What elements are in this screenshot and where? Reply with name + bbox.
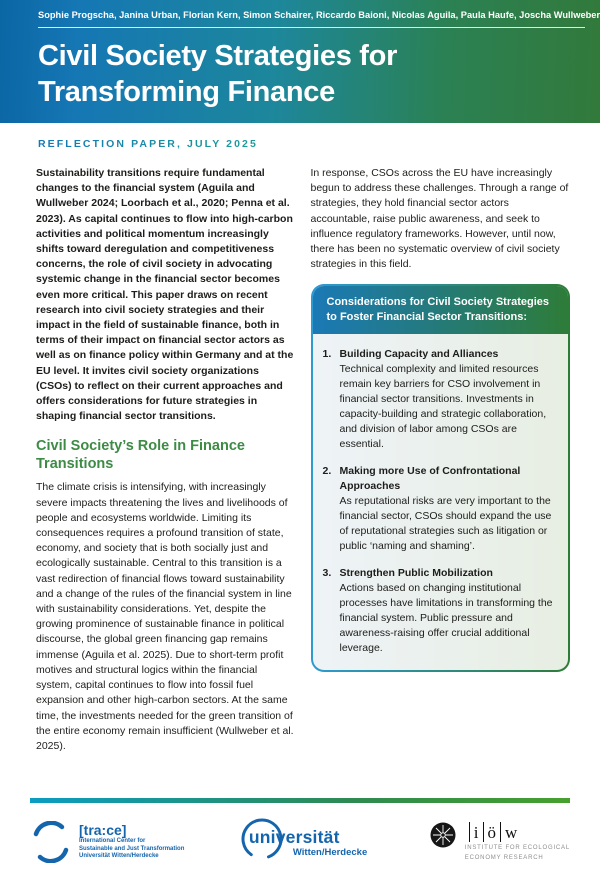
title-line-2: Transforming Finance [38, 76, 335, 108]
ioew-text-block [465, 822, 570, 862]
item-body: Technical complexity and limited resources remain key barriers for CSO involvement in financial sector transitions. Investments in capacity-building and strategic collaboration, and division of labor among CSOs are essential. [339, 363, 547, 451]
consideration-item-1 [323, 347, 557, 452]
consideration-item-2 [323, 464, 557, 554]
footer [0, 798, 600, 880]
item-heading: Building Capacity and Alliances [339, 348, 499, 361]
title-line-1: Civil Society Strategies for [38, 40, 398, 72]
ioew-bar [500, 822, 501, 842]
ioew-subline-1: INSTITUTE FOR ECOLOGICAL [464, 845, 570, 851]
left-column [36, 166, 296, 754]
ioew-bar [483, 822, 484, 842]
right-column [311, 166, 571, 754]
ioew-letter-w: w [505, 823, 518, 842]
trace-text-block [79, 823, 184, 861]
item-text [340, 464, 557, 554]
ioew-letter-i: i [473, 823, 479, 842]
university-witten-herdecke-logo [247, 827, 367, 858]
trace-subline-3: Universität Witten/Herdecke [79, 853, 159, 860]
considerations-box-title: Considerations for Civil Society Strategies to Foster Financial Sector Transitions: [313, 286, 569, 334]
left-body-paragraph: The climate crisis is intensifying, with increasingly severe impacts threatening the lives and livelihoods of people and ecosystems worldwide. Limiting its consequences requires a profound transition of state, economy, and society that is both socially just and ecologically sustainable. Central to this transition is a vast redirection of financial flows toward sustainability and a change of the rules of the financial system in line with sustainability considerations. Yet, despite the growing prominence of sustainable finance in political discourse, the global green financing gap remains immense (Aguila et al. 2025). Due to short-term profit motives and structural logics within the financial system, capital continues to flow into fossil fuel expansion and other high-carbon sectors. At the same time, the investments needed for the green transition of the entire economy remain insufficient (Wullweber et al. 2025). [36, 481, 294, 752]
body-columns [36, 166, 570, 754]
consideration-item-3 [323, 566, 557, 656]
trace-arcs-icon [30, 821, 72, 863]
partner-logos [0, 803, 600, 880]
uwh-wordmark-wrap [249, 827, 340, 848]
trace-subline-2: Sustainable and Just Transformation [79, 845, 185, 852]
ioew-compass-icon [430, 822, 456, 848]
ioew-bar [469, 822, 470, 842]
item-body: As reputational risks are very important to the financial sector, CSOs should expand the use of reputational strategies such as litigation or public ‘naming and shaming’. [339, 495, 552, 553]
trace-subline-1: International Center for [79, 838, 146, 845]
page-title [38, 38, 585, 110]
item-number: 2. [322, 465, 332, 478]
masthead [0, 0, 600, 123]
item-text [340, 566, 557, 656]
authors-line: Sophie Progscha, Janina Urban, Florian Kern, Simon Schairer, Riccardo Baioni, Nicolas Aguila, Paula Haufe, Joscha Wullweber [38, 10, 600, 20]
uwh-subline: Witten/Herdecke [292, 846, 368, 858]
considerations-list [313, 334, 569, 670]
ioew-letter-oe: ö [487, 823, 497, 842]
section-heading: Civil Society’s Role in Finance Transitions [36, 438, 245, 473]
ioew-subline-2: ECONOMY RESEARCH [464, 855, 544, 861]
considerations-box-inner [313, 286, 569, 670]
right-body-paragraph: In response, CSOs across the EU have increasingly begun to address these challenges. Through a range of strategies, they hold financial sector actors accountable, raise public awareness, and seek to influence regulatory frameworks. However, until now, there has been no systematic overview of civil society strategies in this field. [310, 167, 569, 271]
ioew-logo [430, 822, 570, 862]
item-number: 3. [322, 567, 332, 580]
item-number: 1. [322, 348, 332, 361]
trace-wordmark: [tra:ce] [79, 822, 127, 839]
masthead-divider [38, 27, 585, 28]
kicker: REFLECTION PAPER, JULY 2025 [38, 138, 258, 150]
ioew-wordmark [465, 822, 570, 842]
intro-paragraph: Sustainability transitions require fundamental changes to the financial system (Aguila and Wullweber 2024; Loorbach et al., 2020; Penna et al. 2023). As capital continues to flow into high-carbon activities and political momentum increasingly shifts toward deregulation and competitiveness concerns, the role of civil society in advocating systemic change in the financial sector becomes even more critical. This paper draws on recent research into civil society strategies and their impact in the field of sustainable finance, both in terms of their impact on financial sector actors as well as on finance policy within Germany and at the EU level. It invites civil society organizations (CSOs) to reflect on their current approaches and offers considerations for future strategies in shaping financial sector transitions. [36, 167, 294, 423]
trace-logo [30, 821, 184, 863]
considerations-box [311, 284, 571, 672]
item-text [340, 347, 557, 452]
item-heading: Strengthen Public Mobilization [339, 567, 493, 580]
uwh-wordmark: universität [248, 826, 340, 847]
item-heading: Making more Use of Confrontational Approaches [339, 465, 521, 493]
item-body: Actions based on changing institutional processes have limitations in transforming the financial system. Public pressure and awareness-raising offer crucial additional leverage. [339, 582, 553, 655]
